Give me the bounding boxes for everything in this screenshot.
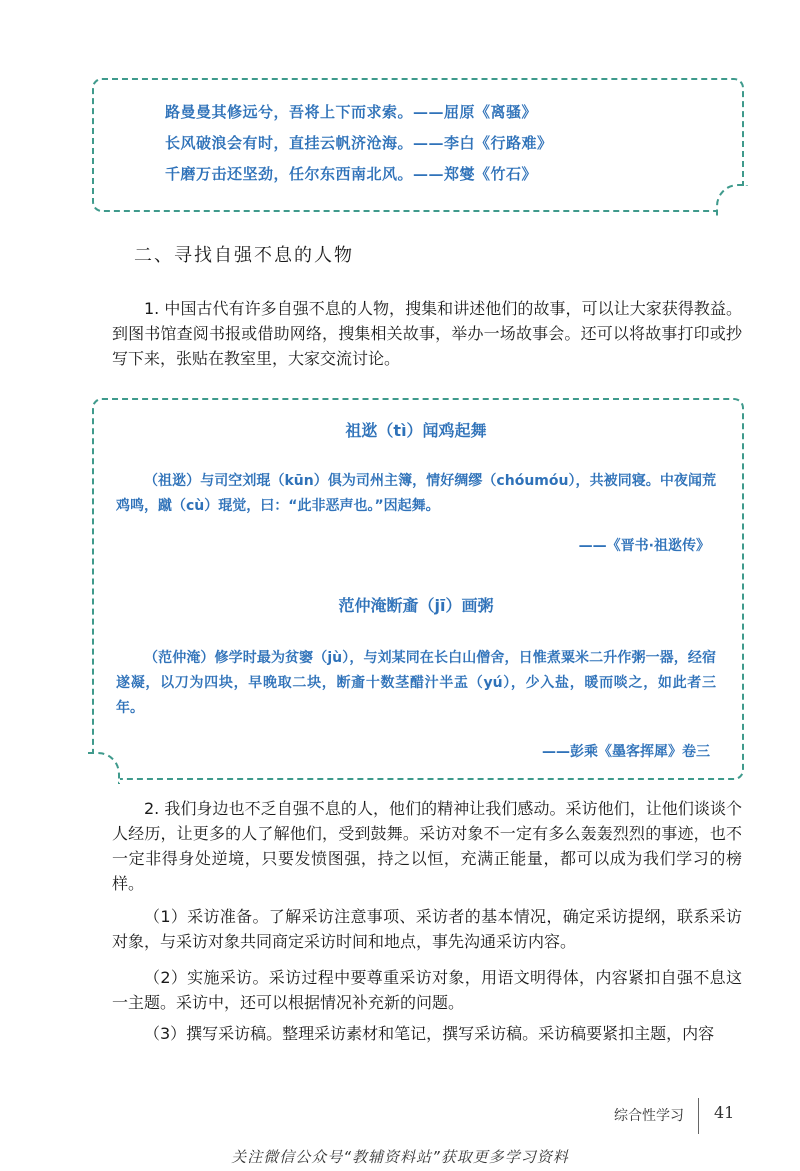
page-number: 41 [714, 1103, 735, 1122]
story-title: 祖逖（tì）闻鸡起舞 [345, 421, 487, 440]
story-source: ——彭乘《墨客挥犀》卷三 [542, 744, 710, 760]
body-paragraph: 2. 我们身边也不乏自强不息的人，他们的精神让我们感动。采访他们，让他们谈谈个人经历，让更多的人了解他们，受到鼓舞。采访对象不一定有多么轰轰烈烈的事迹，也不一定非得身处逆境，只要发愤图强，持之以恒，充满正能量，都可以成为我们学习的榜样。 [112, 799, 742, 893]
story-title: 范仲淹断齑（jī）画粥 [338, 596, 494, 615]
quote-line: 长风破浪会有时，直挂云帆济沧海。——李白《行路难》 [165, 134, 553, 152]
step-paragraph: （1）采访准备。了解采访注意事项、采访者的基本情况，确定采访提纲，联系采访对象，与采访对象共同商定采访时间和地点，事先沟通采访内容。 [112, 907, 742, 951]
box-corner-notch [716, 184, 748, 216]
watermark-text: 关注微信公众号“教辅资料站”获取更多学习资料 [231, 1148, 569, 1166]
step-paragraph: （3）撰写采访稿。整理采访素材和笔记，撰写采访稿。采访稿要紧扣主题，内容 [144, 1024, 715, 1043]
story-text: （范仲淹）修学时最为贫窭（jù），与刘某同在长白山僧舍，日惟煮粟米二升作粥一器，经宿遂凝，以刀为四块，早晚取二块，断齑十数茎醋汁半盂（yú），少入盐，暖而啖之，如此者三年。 [116, 650, 716, 716]
body-paragraph: 1. 中国古代有许多自强不息的人物，搜集和讲述他们的故事，可以让大家获得教益。到图书馆查阅书报或借助网络，搜集相关故事，举办一场故事会。还可以将故事打印或抄写下来，张贴在教室里，大家交流讨论。 [112, 299, 742, 368]
section-heading: 二、寻找自强不息的人物 [134, 245, 354, 266]
story-box [92, 398, 744, 780]
quote-line: 千磨万击还坚劲，任尔东西南北风。——郑燮《竹石》 [165, 165, 538, 183]
footer-divider [698, 1098, 699, 1134]
footer-section-label: 综合性学习 [614, 1108, 684, 1124]
story-source: ——《晋书·祖逖传》 [578, 538, 710, 554]
quote-line: 路曼曼其修远兮，吾将上下而求索。——屈原《离骚》 [165, 103, 538, 121]
story-text: （祖逖）与司空刘琨（kūn）俱为司州主簿，情好绸缪（chóumóu），共被同寝。中夜闻荒鸡鸣，蹴（cù）琨觉，曰：“此非恶声也。”因起舞。 [116, 473, 716, 514]
box-corner-notch [88, 752, 120, 784]
step-paragraph: （2）实施采访。采访过程中要尊重采访对象，用语文明得体，内容紧扣自强不息这一主题。采访中，还可以根据情况补充新的问题。 [112, 968, 742, 1012]
